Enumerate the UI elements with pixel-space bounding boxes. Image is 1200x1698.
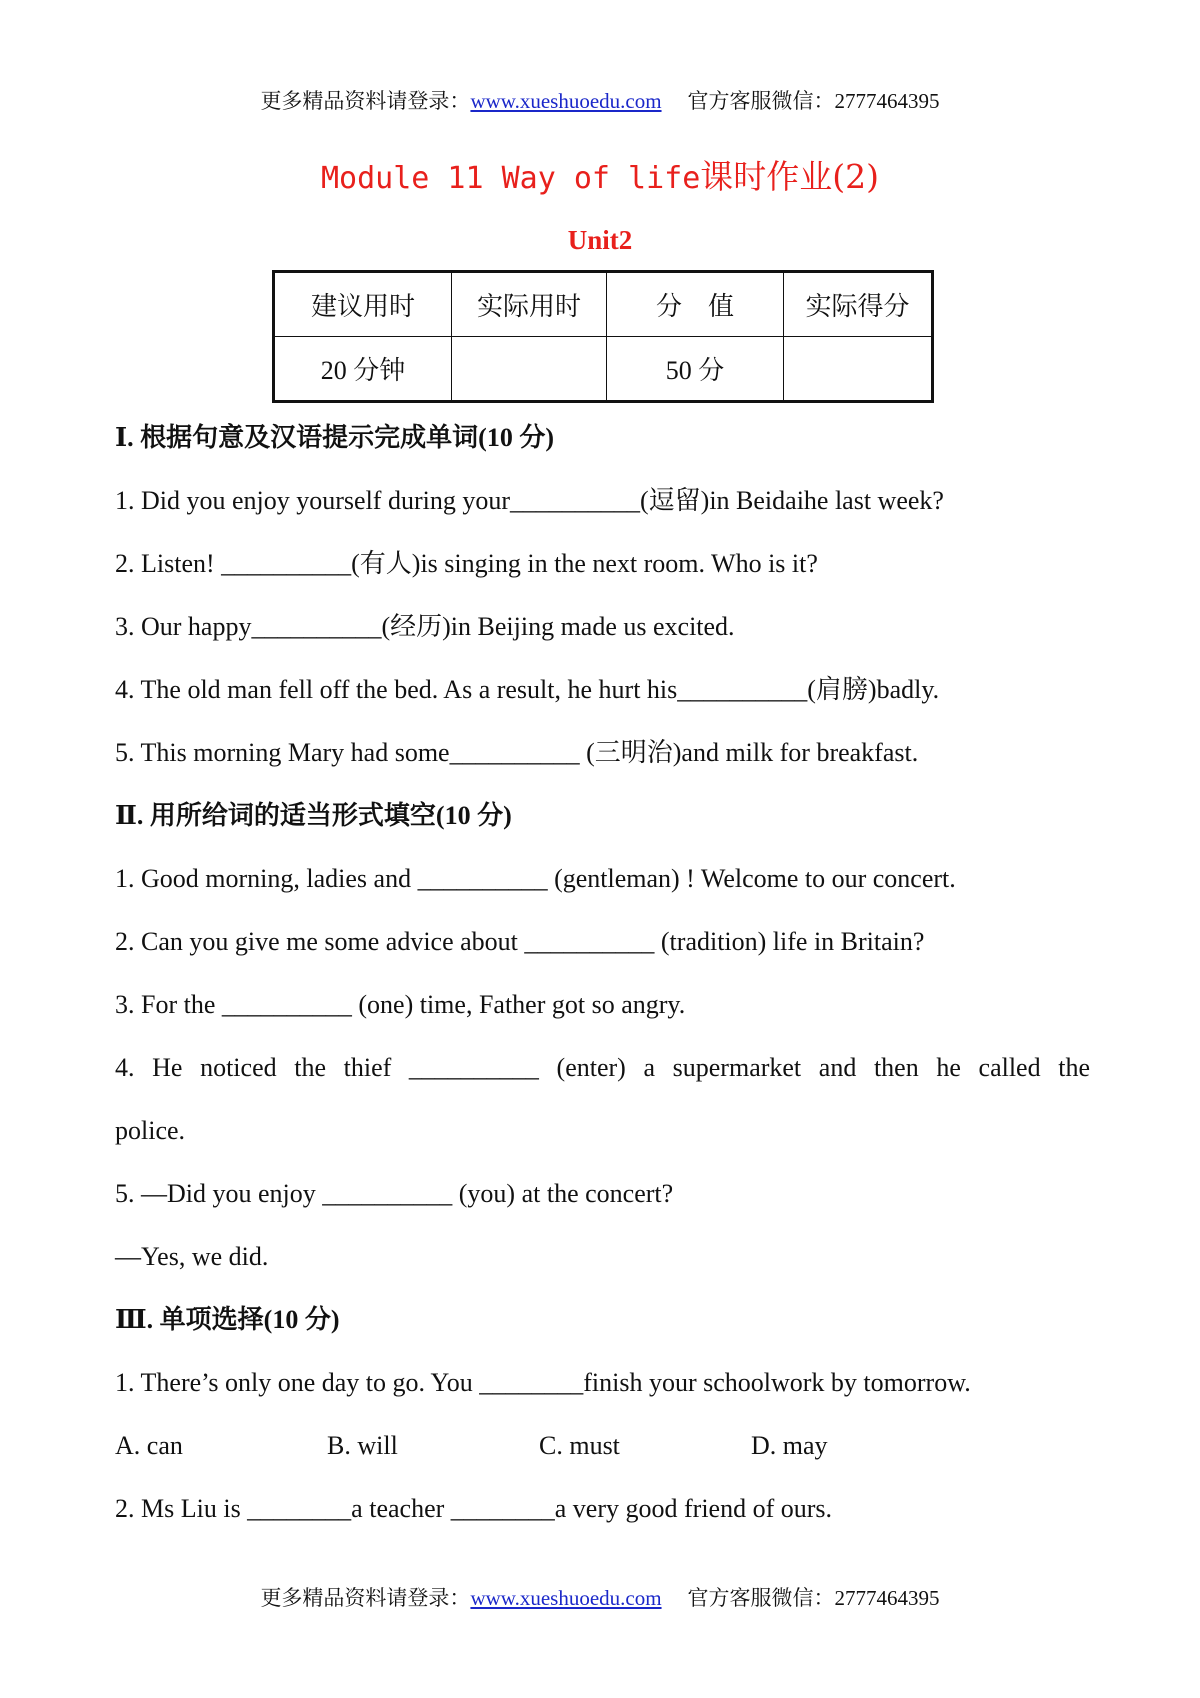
s2-question-5: 5. —Did you enjoy __________ (you) at the concert?	[115, 1179, 674, 1208]
page-header	[0, 86, 1200, 116]
s3-question-1-options	[115, 1428, 1015, 1464]
header-prefix: 更多精品资料请登录：	[260, 89, 471, 113]
s2-question-2: 2. Can you give me some advice about __________ (tradition) life in Britain?	[115, 927, 925, 956]
option-b[interactable]: B. will	[327, 1431, 398, 1460]
s3-question-1: 1. There’s only one day to go. You ________finish your schoolwork by tomorrow.	[115, 1368, 971, 1397]
score-table-header-row	[274, 272, 933, 337]
title-chinese: 课时作业(2)	[700, 157, 880, 196]
page-footer	[0, 1583, 1200, 1613]
score-table	[272, 270, 934, 403]
option-a[interactable]: A. can	[115, 1431, 183, 1460]
value-suggested-time: 20 分钟	[274, 337, 452, 402]
s3-question-2: 2. Ms Liu is ________a teacher ________a very good friend of ours.	[115, 1494, 833, 1523]
value-actual-time[interactable]	[452, 337, 607, 402]
header-site-link[interactable]: www.xueshuoedu.com	[470, 89, 662, 113]
footer-prefix: 更多精品资料请登录：	[260, 1586, 471, 1610]
header-points: 分 值	[607, 272, 784, 337]
option-d[interactable]: D. may	[751, 1431, 828, 1460]
section-2-heading: Ⅱ. 用所给词的适当形式填空(10 分)	[115, 801, 512, 830]
s1-question-1: 1. Did you enjoy yourself during your__________(逗留)in Beidaihe last week?	[115, 486, 944, 515]
s1-question-5: 5. This morning Mary had some__________ (三明治)and milk for breakfast.	[115, 738, 919, 767]
unit-label: Unit2	[567, 225, 633, 255]
header-service: 官方客服微信：2777464395	[687, 89, 940, 113]
header-suggested-time: 建议用时	[274, 272, 452, 337]
footer-site-link[interactable]: www.xueshuoedu.com	[470, 1586, 662, 1610]
title-english: Module 11 Way of life	[320, 161, 701, 196]
page-title	[0, 155, 1200, 201]
s1-question-2: 2. Listen! __________(有人)is singing in the next room. Who is it?	[115, 549, 818, 578]
s2-question-4-continued: police.	[115, 1116, 186, 1145]
header-actual-time: 实际用时	[452, 272, 607, 337]
s2-question-1: 1. Good morning, ladies and __________ (gentleman) ! Welcome to our concert.	[115, 864, 956, 893]
value-actual-score[interactable]	[784, 337, 933, 402]
value-points: 50 分	[607, 337, 784, 402]
s1-question-3: 3. Our happy__________(经历)in Beijing made us excited.	[115, 612, 735, 641]
s1-question-4: 4. The old man fell off the bed. As a result, he hurt his__________(肩膀)badly.	[115, 675, 940, 704]
s2-question-4: 4. He noticed the thief __________ (enter) a supermarket and then he called the	[115, 1053, 1090, 1082]
footer-service: 官方客服微信：2777464395	[687, 1586, 940, 1610]
score-table-value-row	[274, 337, 933, 402]
s2-question-3: 3. For the __________ (one) time, Father got so angry.	[115, 990, 686, 1019]
option-c[interactable]: C. must	[539, 1431, 620, 1460]
header-actual-score: 实际得分	[784, 272, 933, 337]
s2-question-5-answer: —Yes, we did.	[115, 1242, 269, 1271]
section-3-heading: Ⅲ. 单项选择(10 分)	[115, 1305, 340, 1334]
section-1-heading: Ⅰ. 根据句意及汉语提示完成单词(10 分)	[115, 423, 554, 452]
